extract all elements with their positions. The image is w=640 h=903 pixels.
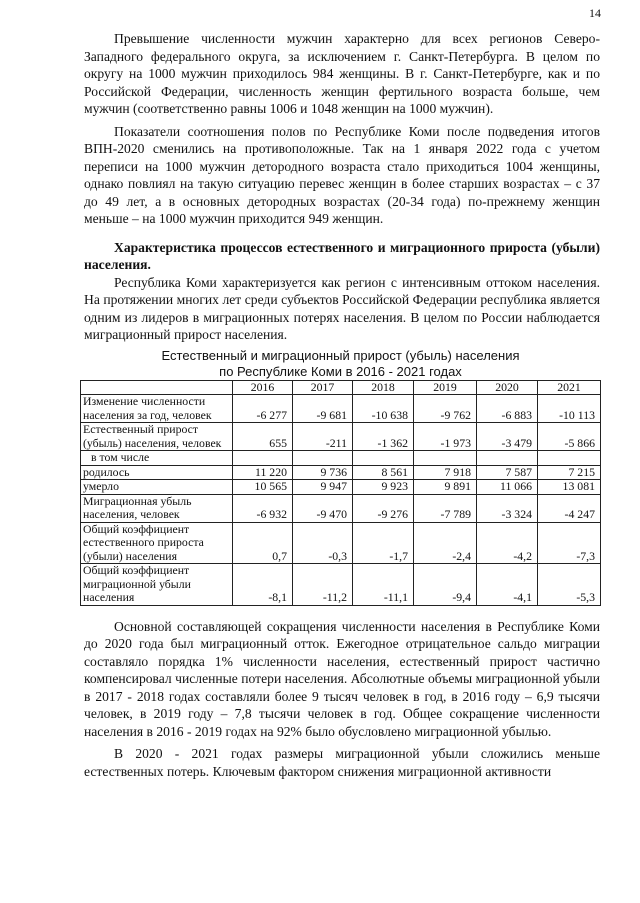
paragraph: Превышение численности мужчин характерно для всех регионов Северо-Западного федерального округа, за исключением г. Санкт-Петербурга. В целом по округу на 1000 мужчин приходилось 984 женщины. В г. Санкт-Петербурге, как и по Российской Федерации, численность женщин фертильного возраста больше, чем мужчин (соответственно равны 1006 и 1048 женщин на 1000 мужчин).	[84, 31, 600, 116]
table-cell: -4,1	[477, 564, 538, 606]
table-header-year: 2019	[414, 380, 477, 395]
table-cell	[538, 451, 601, 466]
table-cell	[233, 451, 293, 466]
table-row	[81, 494, 601, 522]
table-row-label: Общий коэффициент миграционной убыли населения	[81, 564, 233, 606]
table-cell: -6 277	[233, 395, 293, 423]
table-cell: -6 883	[477, 395, 538, 423]
table-cell: -8,1	[233, 564, 293, 606]
table-cell: -0,3	[293, 522, 353, 564]
table-cell: 10 565	[233, 480, 293, 495]
table-header-blank	[81, 380, 233, 395]
table-header-year: 2020	[477, 380, 538, 395]
table-title-line-2: по Республике Коми в 2016 - 2021 годах	[219, 363, 462, 379]
table-title-line-1: Естественный и миграционный прирост (убыль) населения	[161, 347, 520, 363]
table-cell: -9 762	[414, 395, 477, 423]
table-header-year: 2016	[233, 380, 293, 395]
table-cell: -11,2	[293, 564, 353, 606]
table-body	[81, 395, 601, 606]
table-row	[81, 522, 601, 564]
table-cell: -1 362	[353, 423, 414, 451]
table-cell: -6 932	[233, 494, 293, 522]
section-heading: Характеристика процессов естественного и миграционного прироста (убыли) населения.	[84, 239, 600, 272]
document-body	[84, 30, 600, 780]
table-cell	[293, 451, 353, 466]
table-cell: -4,2	[477, 522, 538, 564]
table-row-label: Естественный прирост (убыль) населения, человек	[81, 423, 233, 451]
table-header-year: 2018	[353, 380, 414, 395]
table-row	[81, 423, 601, 451]
table-cell: 11 066	[477, 480, 538, 495]
table-cell: -4 247	[538, 494, 601, 522]
table-cell: -5 866	[538, 423, 601, 451]
table-row-label: родилось	[81, 465, 233, 480]
table-header-year: 2017	[293, 380, 353, 395]
table-row	[81, 564, 601, 606]
table-cell: -5,3	[538, 564, 601, 606]
table-cell: 7 918	[414, 465, 477, 480]
table-row-label: в том числе	[81, 451, 233, 466]
table-cell: -11,1	[353, 564, 414, 606]
table-cell: 655	[233, 423, 293, 451]
table-cell: 9 891	[414, 480, 477, 495]
table-cell: 7 215	[538, 465, 601, 480]
table-row-label: Общий коэффициент естественного прироста (убыли) населения	[81, 522, 233, 564]
table-cell: -9 470	[293, 494, 353, 522]
table-cell	[477, 451, 538, 466]
table-cell: -211	[293, 423, 353, 451]
table-cell: -1 973	[414, 423, 477, 451]
table-cell: -1,7	[353, 522, 414, 564]
table-cell	[353, 451, 414, 466]
table-row	[81, 465, 601, 480]
paragraph: Республика Коми характеризуется как регион с интенсивным оттоком населения. На протяжении многих лет среди субъектов Российской Федерации республика является одним из лидеров в миграционных потерях населения. В целом по России наблюдается миграционный прирост населения.	[84, 274, 600, 342]
table-cell: 7 587	[477, 465, 538, 480]
table-cell: -2,4	[414, 522, 477, 564]
table-row	[81, 395, 601, 423]
paragraph: В 2020 - 2021 годах размеры миграционной убыли сложились меньше естественных потерь. Ключевым фактором снижения миграционной активности	[84, 746, 600, 779]
table-cell: 9 947	[293, 480, 353, 495]
page-number: 14	[589, 6, 601, 20]
table-header-row	[81, 380, 601, 395]
table-row	[81, 451, 601, 466]
table-cell	[414, 451, 477, 466]
table-cell: -3 479	[477, 423, 538, 451]
table-cell: -7,3	[538, 522, 601, 564]
table-row-label: Изменение численности населения за год, человек	[81, 395, 233, 423]
table-cell: 9 923	[353, 480, 414, 495]
table-cell: -9,4	[414, 564, 477, 606]
paragraph: Основной составляющей сокращения численности населения в Республике Коми до 2020 года был миграционный отток. Ежегодное отрицательное сальдо миграции составляло порядка 1% численности населения, естественный прирост частично компенсировал численные потери населения. Абсолютные объемы миграционной убыли в 2017 - 2018 годах составляли более 9 тысяч человек в год, в 2016 году – 6,9 тысячи человек, в 2019 году – 7,8 тысячи человек в год. Общее сокращение численности населения в 2016 - 2019 годах на 92% было обусловлено миграционной убылью.	[84, 618, 600, 739]
table-cell: 13 081	[538, 480, 601, 495]
table-cell: 0,7	[233, 522, 293, 564]
table-cell: -10 638	[353, 395, 414, 423]
table-header-year: 2021	[538, 380, 601, 395]
table-row-label: Миграционная убыль населения, человек	[81, 494, 233, 522]
paragraph: Показатели соотношения полов по Республике Коми после подведения итогов ВПН-2020 сменились на противоположные. Так на 1 января 2022 года с учетом переписи на 1000 мужчин детородного возраста стало приходиться 1004 женщины, однако повлиял на такую ситуацию перевес женщин в более старших возрастах – с 37 до 49 лет, а в основных детородных возрастах (20-34 года) по-прежнему женщин меньше – на 1000 мужчин приходится 949 женщин.	[84, 123, 600, 226]
table-title	[81, 348, 600, 380]
table-cell: 8 561	[353, 465, 414, 480]
table-cell: -9 276	[353, 494, 414, 522]
table-cell: -10 113	[538, 395, 601, 423]
table-row-label: умерло	[81, 480, 233, 495]
table-cell: -9 681	[293, 395, 353, 423]
table-cell: 9 736	[293, 465, 353, 480]
table-cell: -7 789	[414, 494, 477, 522]
table-cell: 11 220	[233, 465, 293, 480]
table-row	[81, 480, 601, 495]
population-table	[80, 380, 601, 606]
table-cell: -3 324	[477, 494, 538, 522]
